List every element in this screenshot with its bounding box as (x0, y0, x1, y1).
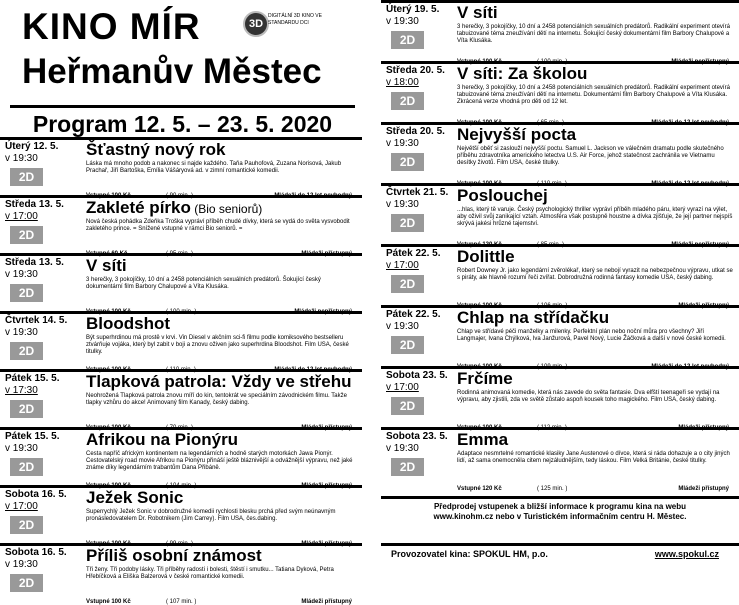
movie-entry (381, 366, 739, 431)
ticket-price: Vstupné 100 Kč (86, 483, 131, 489)
screening-time: v 19:30 (386, 443, 419, 454)
movie-title (457, 186, 548, 206)
age-rating: Mládeži nepřístupný (671, 242, 729, 248)
ticket-price: Vstupné 100 Kč (86, 425, 131, 431)
format-badge: 2D (10, 458, 43, 476)
movie-title (86, 140, 225, 160)
screening-date: Středa 20. 5. (386, 65, 445, 76)
screening-time: v 17:30 (5, 385, 38, 396)
movie-entry (381, 427, 739, 492)
movie-description: Láska má mnoho podob a nakonec si najde každého. Taňa Pauhofová, Zuzana Norisová, Jakub Prachař, Jiří Bartoška, Emília Vášáryová ad. v zimní romantické komedii. (86, 161, 342, 174)
movie-description: Rodinná animovaná komedie, která nás zavede do světa fantasie. Dva elfští teenageři se vydají na výpravu, aby zjistili, zda ve světě zůstalo aspoň kousek toho magického. Film USA, český dabing. (457, 390, 720, 403)
movie-entry (0, 485, 362, 547)
format-badge: 2D (10, 574, 43, 592)
ticket-price: Vstupné 120 Kč (457, 486, 502, 492)
presale-line-2[interactable]: www.kinohm.cz nebo v Turistickém informačním centru H. Městec. (433, 512, 687, 521)
format-badge: 2D (10, 342, 43, 360)
movie-entry (0, 543, 362, 605)
movie-title-text: Tlapková patrola: Vždy ve střehu (86, 372, 352, 391)
program-dates: Program 12. 5. – 23. 5. 2020 (10, 105, 355, 140)
ticket-price: Vstupné 60 Kč (86, 251, 128, 257)
movie-title (457, 430, 508, 450)
format-badge: 2D (391, 275, 424, 293)
movie-title-text: Příliš osobní známost (86, 546, 262, 565)
screening-time: v 19:30 (386, 321, 419, 332)
movie-description: Robert Downey Jr. jako legendární zvěrolékař, který se nebojí vyrazit na nebezpečnou výpravu, utkat se s piráty, ale hlavně rozumí řeči zvířat. Dobrodružná rodinná fantasy komedie USA, český dabing. (457, 268, 733, 281)
ticket-price: Vstupné 100 Kč (457, 120, 502, 126)
format-badge: 2D (391, 153, 424, 171)
screening-time: v 17:00 (386, 382, 419, 393)
movie-description: Být superhrdinou má prostě v krvi. Vin Diesel v akčním sci-fi filmu podle komiksového bestselleru ztvárňuje vojáka, který byl zabit v boji a znovu oživen jako superhrdina Bloodshot. Film USA, české titulky. (86, 335, 349, 355)
format-badge: 2D (391, 214, 424, 232)
presale-info (381, 496, 739, 522)
screening-time: v 19:30 (386, 199, 419, 210)
screening-date: Pátek 15. 5. (5, 373, 60, 384)
format-badge: 2D (10, 400, 43, 418)
organizer-name: Provozovatel kina: SPOKUL HM, p.o. (391, 549, 548, 559)
movie-duration: ( 70 min. ) (166, 425, 194, 431)
movie-entry (381, 61, 739, 126)
movie-title (86, 372, 351, 392)
movie-title-text: Šťastný nový rok (86, 140, 226, 159)
movie-description: Chlap ve střídavé péči manželky a milenky. Perfektní plán nebo noční můra pro všechny? Jiří Langmajer, Ivana Chýlková, Iva Janžurová, Pavel Nový, Lucie Žáčková a další v nové české komedii. (457, 329, 726, 342)
movie-title (457, 64, 587, 84)
movie-title-text: Nejvyšší pocta (457, 125, 577, 144)
ticket-price: Vstupné 100 Kč (457, 303, 502, 309)
ticket-price: Vstupné 100 Kč (86, 309, 131, 315)
movie-list-right (381, 0, 739, 492)
movie-title-text: Zakleté pírko (86, 198, 191, 217)
screening-date: Čtvrtek 14. 5. (5, 315, 68, 326)
screening-time: v 17:00 (5, 501, 38, 512)
format-badge: 2D (10, 284, 43, 302)
movie-entry (381, 244, 739, 309)
screening-date: Pátek 22. 5. (386, 248, 441, 259)
age-rating: Mládeži přístupný (301, 425, 352, 431)
age-rating: Mládeži přístupný (678, 303, 729, 309)
movie-entry (0, 369, 362, 431)
screening-time: v 17:00 (5, 211, 38, 222)
movie-description: Tři ženy. Tři podoby lásky. Tři příběhy radosti i bolesti, štěstí i smutku... Tatiana Dyková, Petra Hřebíčková a Eliška Balzerová v české romantické komedii. (86, 567, 334, 580)
movie-title-text: V síti: Za školou (457, 64, 588, 83)
movie-title (457, 3, 498, 23)
movie-duration: ( 99 min. ) (166, 541, 194, 547)
age-rating: Mládeži přístupný (301, 251, 352, 257)
screening-time: v 18:00 (386, 77, 419, 88)
movie-title (86, 256, 127, 276)
age-rating: Mládeži přístupný (301, 541, 352, 547)
movie-duration: ( 110 min. ) (537, 181, 567, 187)
movie-entry (381, 0, 739, 65)
movie-entry (381, 305, 739, 370)
screening-date: Sobota 23. 5. (386, 431, 448, 442)
screening-date: Pátek 15. 5. (5, 431, 60, 442)
movie-duration: ( 125 min. ) (537, 486, 568, 492)
movie-title (86, 430, 238, 450)
movie-duration: ( 107 min. ) (166, 599, 197, 605)
movie-entry (0, 195, 362, 257)
screening-date: Středa 13. 5. (5, 257, 64, 268)
ticket-price: Vstupné 100 Kč (457, 364, 502, 370)
movie-duration: ( 85 min. ) (537, 242, 565, 248)
format-badge: 2D (10, 226, 43, 244)
movie-duration: ( 95 min. ) (166, 251, 194, 257)
movie-title (86, 314, 170, 334)
movie-entry (0, 253, 362, 315)
movie-title-text: Poslouchej (457, 186, 548, 205)
movie-entry (0, 311, 362, 373)
movie-entry (0, 427, 362, 489)
presale-line-1: Předprodej vstupenek a bližší informace k programu kina na webu (433, 502, 687, 511)
age-rating: Mládeži přístupný (678, 425, 729, 431)
movie-entry (0, 137, 362, 199)
screening-date: Úterý 19. 5. (386, 4, 440, 15)
movie-title-text: V síti (457, 3, 498, 22)
movie-title (457, 369, 513, 389)
format-badge: 2D (391, 31, 424, 49)
movie-title-text: Afrikou na Pionýru (86, 430, 239, 449)
screening-time: v 19:30 (5, 559, 38, 570)
page-header (0, 0, 362, 137)
screening-time: v 19:30 (5, 443, 38, 454)
movie-description: Superrychlý Ježek Sonic v dobrodružné komedii rychlosti blesku prchá před svým neúnavným pronásledovatelem Dr. Robotnikem (Jim Carrey). Film USA, čes.dabing. (86, 509, 336, 522)
ticket-price: Vstupné 100 Kč (86, 541, 131, 547)
age-rating: Mládeži nepřístupný (671, 59, 729, 65)
ticket-price: Vstupné 100 Kč (457, 59, 502, 65)
screening-time: v 19:30 (5, 153, 38, 164)
movie-title (457, 125, 576, 145)
movie-description: Nová česká pohádka Zdeňka Troška vypráví příběh chudé dívky, která se vydá do světa vysvobodit zakletého prince. = Snížené vstupné v rámci Bio seniorů. = (86, 219, 350, 232)
screening-date: Úterý 12. 5. (5, 141, 59, 152)
screening-date: Sobota 16. 5. (5, 547, 67, 558)
movie-description: ...hlas, který tě varuje. Český psychologický thriller vypráví příběh mladého páru, který vyrazí na výlet, aby oživil svůj zanikající vztah. Atmosféra však postupně houstne a dívka zjišťuje, že její partner nejspíš skrývá jakési hrůzné tajemství. (457, 207, 733, 227)
screening-time: v 19:30 (386, 138, 419, 149)
movie-description: 3 herečky, 3 pokojíčky, 10 dní a 2458 potenciálních sexuálních predátorů. Radikální experiment otevírá tabuizované téma zneužívání dětí na internetu. Šokující český dokumentární film Barbory Chalupové a Víta Klusáka. (457, 24, 730, 44)
movie-title-text: Chlap na střídačku (457, 308, 610, 327)
movie-duration: ( 90 min. ) (166, 193, 194, 199)
screening-date: Středa 13. 5. (5, 199, 64, 210)
movie-title-text: Bloodshot (86, 314, 171, 333)
movie-title (86, 546, 262, 566)
screening-time: v 19:30 (5, 327, 38, 338)
screening-date: Čtvrtek 21. 5. (386, 187, 449, 198)
screening-date: Sobota 16. 5. (5, 489, 67, 500)
ticket-price: Vstupné 100 Kč (457, 181, 502, 187)
age-rating: Mládeži nepřístupný (294, 309, 352, 315)
age-rating: Mládeži přístupný (301, 599, 352, 605)
screening-time: v 17:00 (386, 260, 419, 271)
movie-duration: ( 65 min. ) (537, 120, 565, 126)
age-rating: Mládeži přístupný (301, 483, 352, 489)
movie-title-text: Dolittle (457, 247, 515, 266)
screening-date: Pátek 22. 5. (386, 309, 441, 320)
format-badge: 2D (391, 397, 424, 415)
age-rating: Mládeži přístupný (678, 486, 729, 492)
movie-duration: ( 106 min. ) (537, 303, 568, 309)
cinema-name: KINO MÍR (22, 6, 201, 47)
age-rating: Mládeži do 12 let nevhodný (651, 181, 729, 187)
format-badge: 2D (391, 336, 424, 354)
ticket-price: Vstupné 100 Kč (86, 599, 131, 605)
age-rating: Mládeži do 12 let nevhodný (274, 367, 352, 373)
movie-title-text: V síti (86, 256, 127, 275)
movie-duration: ( 104 min. ) (166, 483, 197, 489)
logo-caption: DIGITÁLNÍ 3D KINO VE STANDARDU DCI (268, 13, 322, 26)
movie-duration: ( 100 min. ) (537, 59, 568, 65)
movie-title (86, 488, 183, 508)
screening-time: v 19:30 (5, 269, 38, 280)
movie-title (86, 198, 262, 218)
movie-entry (381, 183, 739, 248)
movie-duration: ( 100 min. ) (166, 309, 197, 315)
movie-list-left (0, 137, 362, 605)
format-badge: 2D (10, 516, 43, 534)
movie-title-text: Ježek Sonic (86, 488, 184, 507)
movie-duration: ( 110 min. ) (166, 367, 196, 373)
movie-entry (381, 122, 739, 187)
town-name: Heřmanův Městec (22, 52, 322, 91)
movie-title (457, 247, 515, 267)
screening-date: Sobota 23. 5. (386, 370, 448, 381)
organizer-bar (381, 543, 739, 559)
movie-duration: ( 112 min. ) (537, 425, 567, 431)
ticket-price: Vstupné 100 Kč (457, 425, 502, 431)
age-rating: Mládeži do 12 let nevhodný (651, 120, 729, 126)
screening-time: v 19:30 (386, 16, 419, 27)
age-rating: Mládeži do 12 let nevhodný (274, 193, 352, 199)
format-badge: 2D (10, 168, 43, 186)
3d-logo-icon: 3D (243, 11, 269, 37)
screening-date: Středa 20. 5. (386, 126, 445, 137)
ticket-price: Vstupné 100 Kč (86, 367, 131, 373)
movie-description: Neohrožená Tlapková patrola znovu míří do kin, tentokrát ve speciálním závodnickém filmu. Takže tlapky vzhůru do akce! Animovaný film Kanady, český dabing. (86, 393, 347, 406)
movie-description: Cesta napříč africkým kontinentem na legendárních a hodně starých motorkách Jawa Pionýr. Cestovatelský road movie Afrikou na Pionýru přináší ještě bláznivější a odvážnější výpravu, než jaké známe díky legendárním trabantům Dana Přibáně. (86, 451, 353, 471)
left-column (0, 0, 362, 605)
format-badge: 2D (391, 92, 424, 110)
movie-title (457, 308, 609, 328)
movie-description: Adaptace nesmrtelné romantické klasiky Jane Austenové o dívce, která si ráda dohazuje a o city jiných lidí, až sama onemocněla citem nejzáludnějším, tedy láskou. Film Velká Británie, české titulky. (457, 451, 730, 464)
format-badge: 2D (391, 458, 424, 476)
age-rating: Mládeži do 12 let nevhodný (651, 364, 729, 370)
organizer-link[interactable]: www.spokul.cz (654, 549, 719, 559)
ticket-price: Vstupné 120 Kč (457, 242, 502, 248)
movie-title-text: Frčíme (457, 369, 513, 388)
movie-description: 3 herečky, 3 pokojíčky, 10 dní a 2458 potenciálních sexuálních predátorů. Šokující český dokumentární film Barbory Chalupové a Víta Klusáka. (86, 277, 321, 290)
movie-description: Největší oběť si zaslouží nejvyšší poctu. Samuel L. Jackson ve válečném dramatu podle skutečného příběhu zdravotníka amerického letectva U.S. Air Force, jehož statečnost zachránila ve Vietnamu desítky životů. Film USA, české titulky. (457, 146, 724, 166)
ticket-price: Vstupné 100 Kč (86, 193, 131, 199)
movie-duration: ( 109 min. ) (537, 364, 568, 370)
movie-subtitle: (Bio seniorů) (190, 202, 263, 216)
movie-title-text: Emma (457, 430, 509, 449)
right-column (381, 0, 739, 559)
movie-description: 3 herečky, 3 pokojíčky, 10 dní a 2458 potenciálních sexuálních predátorů. Radikální experiment otevírá tabuizované téma zneužívání dětí na internetu. Dokumentární film Barbory Chalupové a Víta Klusáka. Zkrácená verze vhodná pro děti od 12 let. (457, 85, 730, 105)
